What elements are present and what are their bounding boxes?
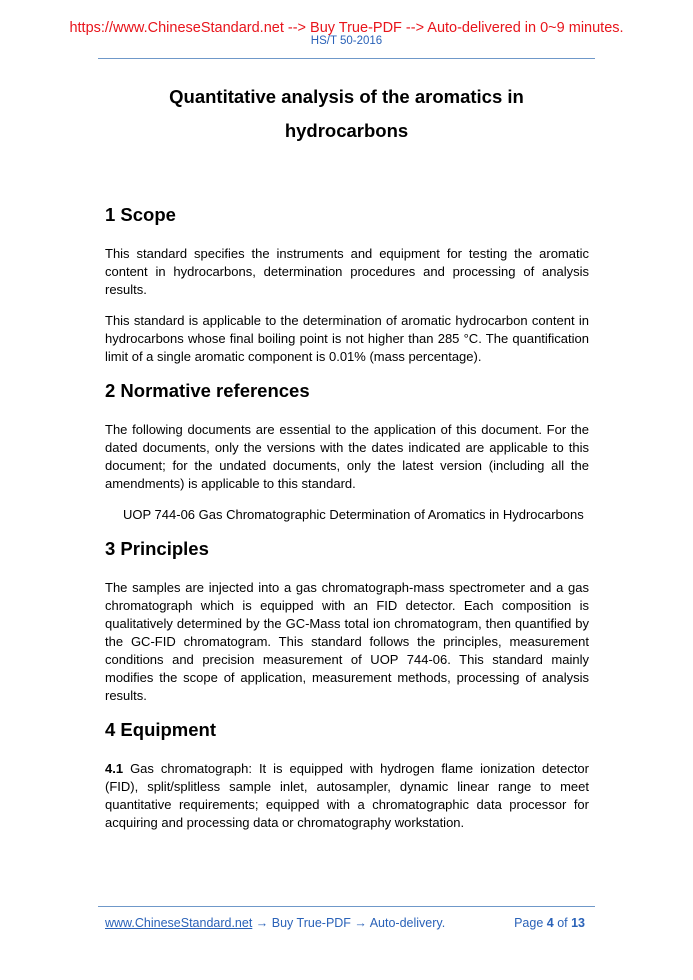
normative-reference-uop-744: UOP 744-06 Gas Chromatographic Determination of Aromatics in Hydrocarbons bbox=[123, 507, 584, 522]
standard-code: HS/T 50-2016 bbox=[310, 35, 383, 47]
total-pages: 13 bbox=[571, 916, 585, 930]
header-divider bbox=[98, 58, 595, 59]
header-banner[interactable]: https://www.ChineseStandard.net --> Buy True-PDF --> Auto-delivered in 0~9 minutes. bbox=[69, 20, 624, 36]
item-text: Gas chromatograph: It is equipped with hydrogen flame ionization detector (FID), split/splitless sample inlet, autosampler, dynamic linear range to meet quantitative requirements; equipped with a chromatographic data processor for acquiring and processing data or chromatography workstation. bbox=[105, 761, 589, 830]
footer-divider bbox=[98, 906, 595, 907]
page-label: Page bbox=[514, 916, 547, 930]
section-heading-principles: 3 Principles bbox=[105, 538, 209, 559]
title-line-2: hydrocarbons bbox=[284, 120, 409, 141]
normative-paragraph-1: The following documents are essential to the application of this document. For the dated documents, only the versions with the dates indicated are applicable to this document; for the undated documents, only the latest version (including all the amendments) is applicable to this standard. bbox=[105, 422, 589, 491]
principles-paragraph-1: The samples are injected into a gas chromatograph-mass spectrometer and a gas chromatograph which is equipped with an FID detector. Each composition is qualitatively determined by the GC-Mass total ion chromatogram, then quantified by the GC-FID chromatogram. This standard follows the principles, measurement conditions and precision measurement of UOP 744-06. This standard mainly modifies the scope of application, measurement methods, processing of analysis results. bbox=[105, 580, 589, 703]
section-heading-scope: 1 Scope bbox=[105, 204, 176, 225]
document-title bbox=[0, 80, 693, 148]
section-heading-normative-references: 2 Normative references bbox=[105, 380, 310, 401]
footer-promo bbox=[105, 916, 445, 930]
scope-paragraph-1: This standard specifies the instruments and equipment for testing the aromatic content in hydrocarbons, determination procedures and processing of analysis results. bbox=[105, 246, 589, 297]
footer-promo-text: → Buy True-PDF → Auto-delivery. bbox=[252, 916, 446, 930]
title-line-1: Quantitative analysis of the aromatics in bbox=[169, 86, 524, 107]
equipment-item-4-1 bbox=[105, 760, 589, 832]
scope-paragraph-2: This standard is applicable to the determination of aromatic hydrocarbon content in hydrocarbons whose final boiling point is not higher than 285 °C. The quantification limit of a single aromatic component is 0.01% (mass percentage). bbox=[105, 313, 589, 364]
item-number: 4.1 bbox=[105, 761, 124, 776]
page-footer bbox=[105, 916, 585, 931]
page-number: 4 bbox=[546, 916, 554, 930]
footer-link[interactable]: www.ChineseStandard.net bbox=[105, 916, 253, 930]
page-indicator bbox=[514, 916, 585, 931]
document-body bbox=[105, 203, 589, 845]
section-heading-equipment: 4 Equipment bbox=[105, 719, 217, 740]
of-label: of bbox=[553, 916, 572, 930]
